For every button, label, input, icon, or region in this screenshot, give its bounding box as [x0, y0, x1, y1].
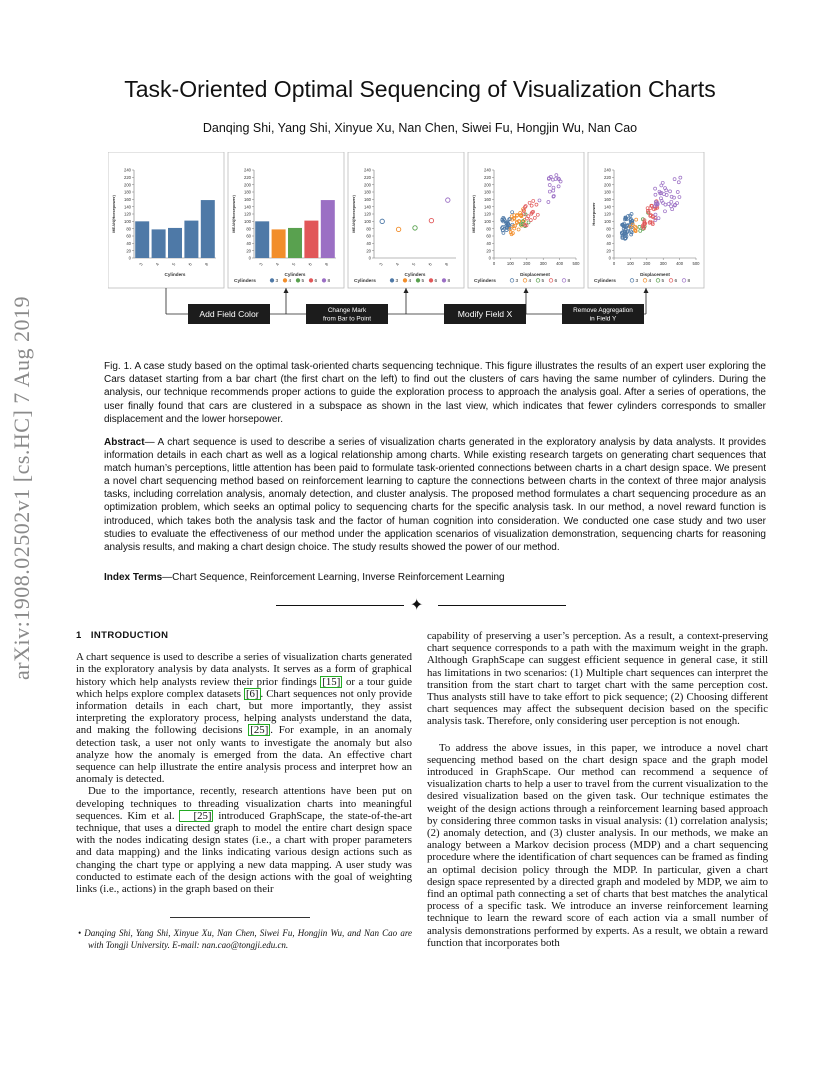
footnote-affiliation: • Danqing Shi, Yang Shi, Xinyue Xu, Nan Chen, Siwei Fu, Hongjin Wu, and Nan Cao are with Tongji University. E-mail: nan.cao@tongji.edu.cn. [78, 928, 412, 950]
y-tick-label: 20 [246, 248, 251, 254]
legend-title: Cylinders [234, 279, 256, 284]
legend-label: 4 [288, 279, 292, 284]
step-label: from Bar to Point [323, 315, 371, 323]
legend-label: 6 [554, 279, 558, 284]
legend-label: 4 [408, 279, 412, 284]
step-box-4 [562, 304, 644, 324]
y-tick-label: 240 [604, 167, 611, 173]
x-tick-label: 4 [394, 261, 401, 267]
legend-label: 6 [434, 279, 438, 284]
footnote-rule [170, 917, 310, 918]
legend-label: 4 [648, 279, 652, 284]
chart-panel-1 [108, 152, 224, 288]
legend-label: 8 [687, 279, 691, 284]
y-tick-label: 220 [604, 174, 611, 180]
step-box-3 [444, 304, 526, 324]
x-axis-label: Cylinders [404, 272, 426, 277]
y-tick-label: 100 [124, 218, 131, 224]
intro-paragraph-2: Due to the importance, recently, research attentions have been put on developing techniques to threading visualization charts into meaningful sequences. Kim et al. [25] introduced GraphScape, the state-of-the-art technique, that uses a directed graph to model the entire chart design space with the nodes indicating design states (i.e., a chart with proper parameters and data mapping) and the links indicating various design actions such as changing the chart type or applying a new data mapping. A user study was conducted to estimate each of the design actions with the goal of weighting links (i.e., actions) in the graph based on their [76, 785, 412, 896]
y-tick-label: 40 [486, 240, 491, 246]
y-axis-label: MEAN(Horsepower) [351, 195, 356, 233]
legend-title: Cylinders [474, 279, 496, 284]
y-tick-label: 140 [484, 204, 491, 210]
x-tick-label: 8 [203, 261, 210, 267]
legend-swatch [296, 279, 300, 283]
x-tick-label: 100 [626, 261, 634, 266]
data-bar [255, 221, 269, 258]
abstract [104, 436, 766, 554]
y-tick-label: 200 [124, 182, 131, 188]
paper-title: Task-Oriented Optimal Sequencing of Visualization Charts [124, 76, 716, 102]
y-tick-label: 40 [126, 240, 131, 246]
y-tick-label: 40 [366, 240, 371, 246]
intro-paragraph-1: A chart sequence is used to describe a series of visualization charts generated in the exploratory analysis by data analysts. It serves as a form of graphical history which help analysts review their prior findings [15] or a tour guide which helps explore complex datasets [6] . Chart sequences not only provide information details in each chart, but more importantly, they assist interpreting the exploratory process, helping analysts understand the data, and making the following decisions [25] . For example, in an anomaly detection task, a user not only wants to investigate the anomaly but also analyze how the anomaly is emerged from the data. An effective chart sequence can help illustrate the entire analysis process and interpret how an anomaly is detected. [76, 651, 412, 786]
legend-label: 6 [674, 279, 678, 284]
citation-link[interactable]: [25] [250, 724, 269, 737]
legend-swatch [322, 279, 326, 283]
citation-link[interactable]: [15] [322, 675, 341, 688]
y-tick-label: 220 [244, 174, 251, 180]
y-axis-label: MEAN(Horsepower) [231, 195, 236, 233]
data-bar [288, 228, 302, 258]
legend-swatch [270, 279, 274, 283]
arxiv-id-text: arXiv:1908.02502v1 [cs.HC] 7 Aug 2019 [9, 296, 35, 680]
x-tick-label: 5 [410, 261, 417, 267]
x-tick-label: 0 [612, 261, 616, 266]
y-tick-label: 120 [364, 211, 371, 217]
y-tick-label: 40 [246, 240, 251, 246]
legend-swatch [283, 279, 287, 283]
x-tick-label: 4 [154, 261, 161, 267]
y-tick-label: 200 [484, 182, 491, 188]
section-divider: ✦ [276, 598, 566, 614]
y-tick-label: 0 [248, 255, 251, 261]
y-tick-label: 180 [484, 189, 491, 195]
y-tick-label: 20 [486, 248, 491, 254]
flow-arrowhead [644, 288, 649, 293]
legend-swatch [416, 279, 420, 283]
y-tick-label: 160 [124, 196, 131, 202]
y-tick-label: 180 [244, 189, 251, 195]
y-tick-label: 20 [606, 248, 611, 254]
y-tick-label: 60 [486, 233, 491, 239]
legend-title: Cylinders [594, 279, 616, 284]
legend-label: 6 [314, 279, 318, 284]
y-tick-label: 200 [244, 182, 251, 188]
index-terms-text: —Chart Sequence, Reinforcement Learning, Inverse Reinforcement Learning [162, 572, 505, 583]
y-tick-label: 0 [368, 255, 371, 261]
y-tick-label: 120 [124, 211, 131, 217]
y-tick-label: 240 [244, 167, 251, 173]
y-tick-label: 80 [246, 226, 251, 232]
y-tick-label: 160 [244, 196, 251, 202]
citation-link[interactable]: [6] [245, 687, 259, 700]
y-tick-label: 80 [366, 226, 371, 232]
y-tick-label: 40 [606, 240, 611, 246]
abstract-text: — A chart sequence is used to describe a series of visualization charts generated in the exploratory analysis by data analysts. It provides information details in each chart as well as a logical relationship among charts. While existing research targets on generating chart sequences that match human’s perceptions, little attention has been paid to formulate task-oriented connections between charts in a chart design space. We present a novel chart sequencing method based on reinforcement learning to capture the connections between charts in the context of three major analysis tasks, including correlation analysis, anomaly detection, and cluster analysis. The proposed method formulates a chart sequencing procedure as an optimization problem, which seeks an optimal policy to sequencing charts for the specific analysis task. In our method, a novel reward function is introduced, which takes both the analysis task and the factor of human cognition into consideration. We conducted one case study and two user studies to evaluate the effectiveness of our method under the application scenarios of visualization demonstration, sequencing charts for reasoning analysis results, and making a chart design choice. The study results showed the power of our method. [104, 437, 766, 553]
legend-swatch [403, 279, 407, 283]
legend-label: 5 [661, 279, 665, 284]
y-tick-label: 100 [604, 218, 611, 224]
flow-arrowhead [524, 288, 529, 293]
x-tick-label: 3 [258, 261, 264, 267]
y-tick-label: 180 [364, 189, 371, 195]
x-tick-label: 200 [523, 261, 531, 266]
y-tick-label: 80 [126, 226, 131, 232]
y-axis-label: Horsepower [591, 202, 596, 226]
y-tick-label: 140 [364, 204, 371, 210]
chart-panel-2 [228, 152, 344, 288]
legend-label: 5 [541, 279, 545, 284]
section-heading [76, 630, 412, 642]
y-tick-label: 80 [606, 226, 611, 232]
legend-label: 8 [447, 279, 451, 284]
x-axis-label: Displacement [520, 272, 550, 277]
y-tick-label: 60 [606, 233, 611, 239]
y-tick-label: 100 [244, 218, 251, 224]
data-bar [152, 229, 166, 258]
x-tick-label: 5 [170, 261, 177, 267]
y-tick-label: 120 [604, 211, 611, 217]
y-tick-label: 200 [604, 182, 611, 188]
x-tick-label: 6 [187, 261, 193, 267]
flow-arrowhead [284, 288, 289, 293]
index-terms-label: Index Terms [104, 572, 163, 583]
legend-label: 5 [301, 279, 305, 284]
y-tick-label: 80 [486, 226, 491, 232]
data-bar [304, 221, 318, 258]
step-label: Change Mark [327, 307, 367, 314]
legend-label: 3 [515, 279, 519, 284]
chart-panel-5 [588, 152, 704, 288]
step-label: Modify Field X [457, 309, 513, 319]
legend-label: 3 [635, 279, 639, 284]
step-label: in Field Y [589, 315, 617, 323]
legend-label: 3 [275, 279, 279, 284]
paper-authors: Danqing Shi, Yang Shi, Xinyue Xu, Nan Chen, Siwei Fu, Hongjin Wu, Nan Cao [202, 121, 638, 135]
y-tick-label: 20 [126, 248, 131, 254]
legend-label: 8 [567, 279, 571, 284]
step-label: Add Field Color [199, 309, 259, 319]
y-tick-label: 220 [124, 174, 131, 180]
x-tick-label: 500 [572, 261, 580, 266]
x-tick-label: 6 [307, 261, 313, 267]
data-bar [135, 221, 149, 258]
y-tick-label: 180 [604, 189, 611, 195]
y-tick-label: 20 [366, 248, 371, 254]
y-tick-label: 220 [484, 174, 491, 180]
step-box-1 [188, 304, 270, 324]
y-tick-label: 0 [608, 255, 611, 261]
x-tick-label: 8 [323, 261, 330, 267]
y-tick-label: 240 [484, 167, 491, 173]
x-tick-label: 0 [492, 261, 496, 266]
y-tick-label: 100 [484, 218, 491, 224]
legend-label: 3 [395, 279, 399, 284]
x-tick-label: 300 [659, 261, 667, 266]
legend-swatch [442, 279, 446, 283]
x-axis-label: Displacement [640, 272, 670, 277]
arxiv-identifier [2, 288, 42, 688]
chart-panel-3 [348, 152, 464, 288]
x-tick-label: 100 [506, 261, 514, 266]
intro-paragraph-4: To address the above issues, in this paper, we introduce a novel chart sequencing method based on the chart design space and the graph model introduced in GraphScape. Our method can recommend a sequence of visualization charts to help a user to travel from the current visualization to the desired visualization based on the given task. Our technique estimates the weight of the design actions through a reinforcement learning based approach by considering three common tasks in visual analysis: (1) correlation analysis; (2) anomaly detection, and (3) cluster analysis. In our methods, we make an analogy between a Markov decision process (MDP) and a chart sequencing procedure where the identification of chart sequences can be framed as finding an optimal decision policy through the MDP. In particular, given a chart design space represented by a directed graph and modeled by MDP, we aim to find an optimal path connecting a set of charts that best matches the analytical process of a specific task. We introduce an inverse reinforcement learning technique to learn the reward score of each action via a small number of analysis demonstrations performed by experts. As a result, we obtain a reward function that incorporates both [427, 741, 768, 949]
step-box-2 [306, 304, 388, 324]
data-bar [321, 200, 335, 258]
right-column [427, 630, 768, 949]
x-tick-label: 500 [692, 261, 700, 266]
x-tick-label: 400 [676, 261, 684, 266]
legend-swatch [309, 279, 313, 283]
y-tick-label: 100 [364, 218, 371, 224]
legend-title: Cylinders [354, 279, 376, 284]
x-tick-label: 3 [138, 261, 144, 267]
data-bar [184, 221, 198, 258]
legend-label: 8 [327, 279, 331, 284]
x-axis-label: Cylinders [164, 272, 186, 277]
y-axis-label: MEAN(Horsepower) [111, 195, 116, 233]
x-tick-label: 4 [274, 261, 281, 267]
y-tick-label: 120 [484, 211, 491, 217]
y-axis-label: MEAN(Horsepower) [471, 195, 476, 233]
x-tick-label: 300 [539, 261, 547, 266]
data-bar [168, 228, 182, 258]
y-tick-label: 0 [488, 255, 491, 261]
citation-link[interactable]: [25] [179, 810, 213, 822]
x-tick-label: 400 [556, 261, 564, 266]
flow-arrowhead [404, 288, 409, 293]
y-tick-label: 140 [244, 204, 251, 210]
step-label: Remove Aggregation [573, 307, 633, 314]
legend-swatch [390, 279, 394, 283]
abstract-label: Abstract [104, 437, 145, 448]
legend-label: 5 [421, 279, 425, 284]
figure-caption: Fig. 1. A case study based on the optimal task-oriented charts sequencing technique. This figure illustrates the results of an expert user exploring the Cars dataset starting from a bar chart (the first chart on the left) to find out the clusters of cars having the same number of cylinders. During the analysis, our technique recommends proper actions to guide the exploration process to approach the analysis goal. After a series of operations, the user finally found that cars are clustered in a subspace as shown in the last view, which indicates that fewer cylinders corresponds to smaller displacement and the lower horsepower. [104, 361, 766, 425]
x-axis-label: Cylinders [284, 272, 306, 277]
x-tick-label: 3 [378, 261, 384, 267]
teaser-figure [108, 152, 738, 330]
intro-paragraph-3: capability of preserving a user’s perception. As a result, a context-preserving chart sequence corresponds to a path with the maximum weight in the graph. Although GraphScape can suggest efficient sequence in general case, it still has limitations in two scenarios: (1) Multiple chart sequences can interpret the transition from the start chart to target chart with the same perception cost. Thus analysts still have to take effort to pick sequence; (2) Choosing different chart sequences may affect the subsequent decision based on the specific analysis task. Therefore, only considering user perception is not enough. [427, 630, 768, 728]
y-tick-label: 60 [126, 233, 131, 239]
x-tick-label: 6 [427, 261, 433, 267]
y-tick-label: 60 [366, 233, 371, 239]
y-tick-label: 160 [484, 196, 491, 202]
y-tick-label: 120 [244, 211, 251, 217]
legend-swatch [429, 279, 433, 283]
x-tick-label: 200 [643, 261, 651, 266]
y-tick-label: 0 [128, 255, 131, 261]
y-tick-label: 200 [364, 182, 371, 188]
legend-label: 4 [528, 279, 532, 284]
y-tick-label: 160 [604, 196, 611, 202]
y-tick-label: 60 [246, 233, 251, 239]
index-terms [104, 571, 766, 584]
y-tick-label: 240 [364, 167, 371, 173]
chart-panel-4 [468, 152, 584, 288]
data-bar [272, 229, 286, 258]
y-tick-label: 180 [124, 189, 131, 195]
data-bar [201, 200, 215, 258]
y-tick-label: 160 [364, 196, 371, 202]
x-tick-label: 8 [443, 261, 450, 267]
y-tick-label: 140 [124, 204, 131, 210]
x-tick-label: 5 [290, 261, 297, 267]
y-tick-label: 140 [604, 204, 611, 210]
left-column [76, 630, 412, 951]
section-title: INTRODUCTION [90, 630, 169, 641]
y-tick-label: 220 [364, 174, 371, 180]
y-tick-label: 240 [124, 167, 131, 173]
section-number: 1 [76, 630, 82, 641]
